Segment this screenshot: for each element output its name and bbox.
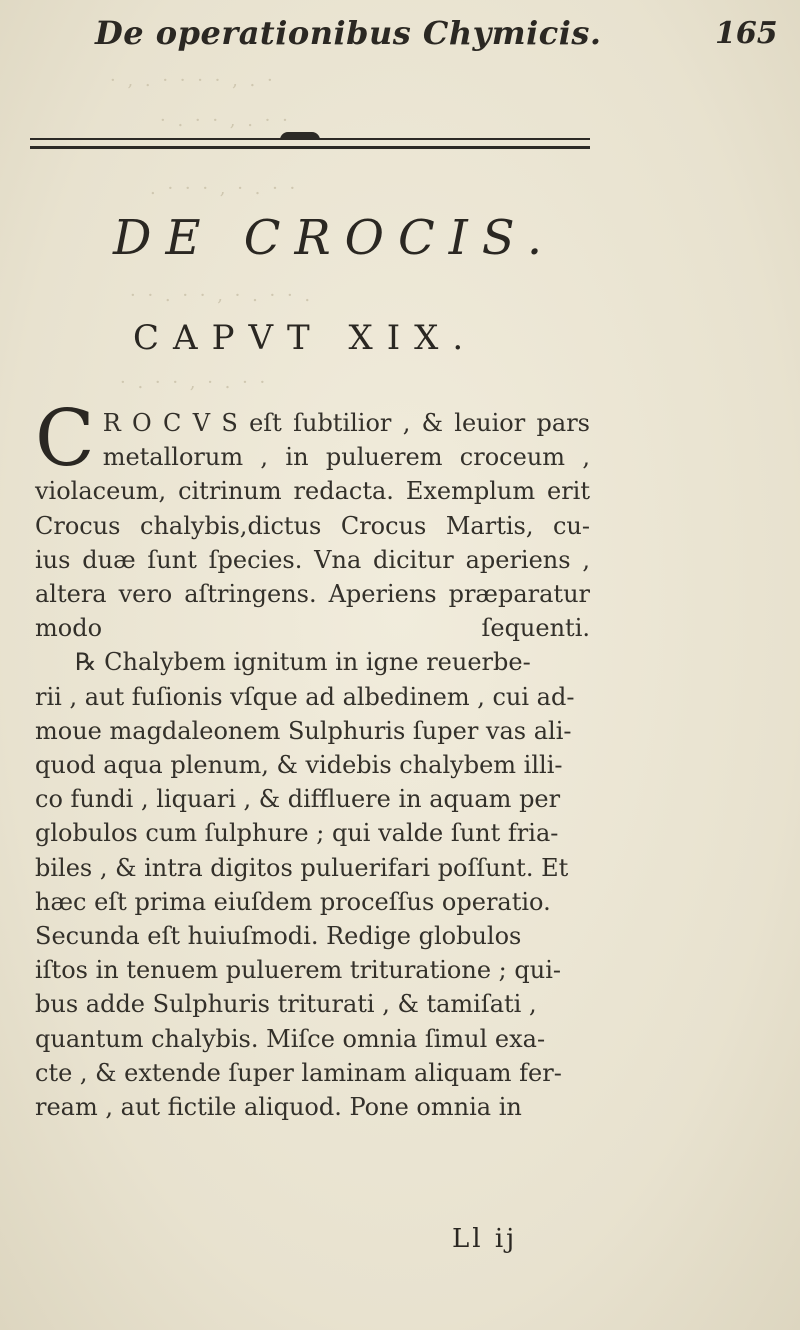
text-line: quantum chalybis. Miſce omnia ſimul exa- [35, 1024, 546, 1053]
text-line: Secunda eſt huiuſmodi. Redige globulos [35, 922, 522, 951]
text-line: metallorum , in puluerem croceum , [102, 443, 590, 472]
text-line: quod aqua plenum, & videbis chalybem illi- [35, 751, 563, 780]
text-line: iſtos in tenuem puluerem trituratione ; qui- [35, 956, 561, 985]
drop-cap: C [35, 394, 95, 484]
text-line: ream , aut fictile aliquod. Pone omnia in [35, 1093, 522, 1122]
text-line: co fundi , liquari , & diffluere in aquam per [35, 785, 561, 814]
bleed-through-text: · . · · , . · · [160, 110, 291, 131]
text-line: R O C V S eſt ſubtilior , & leuior pars [102, 409, 590, 437]
text-line: ℞ Chalybem ignitum in igne reuerbe- [75, 648, 531, 677]
paragraph-recipe [35, 645, 590, 1124]
bleed-through-text: · · . · · , · . · · . [130, 285, 314, 306]
text-line: globulos cum ſulphure ; qui valde ſunt fria- [35, 819, 559, 848]
signature-mark: Ll ij [452, 1224, 518, 1254]
text-line: biles , & intra digitos puluerifari poſſunt. Et [35, 853, 569, 882]
page-number: 165 [715, 16, 778, 51]
text-line: Crocus chalybis,dictus Crocus Martis, cu- [35, 511, 590, 540]
text-line: altera vero aſtringens. Aperiens præparatur [35, 580, 590, 609]
text-line: hæc eſt prima eiuſdem proceſſus operatio. [35, 887, 551, 916]
text-line: cte , & extende ſuper laminam aliquam fer- [35, 1058, 562, 1087]
text-line: moue magdaleonem Sulphuris ſuper vas ali- [35, 716, 572, 745]
paragraph-crocus [35, 394, 590, 645]
bleed-through-text: · , . · · · · , . · [110, 70, 276, 91]
bleed-through-text: . · · · , · . · · [150, 178, 299, 199]
text-line: modo ſequenti. [35, 614, 590, 643]
text-line: violaceum, citrinum redacta. Exemplum erit [35, 477, 590, 506]
running-head: De operationibus Chymicis. [95, 14, 602, 52]
section-title: DE CROCIS. [113, 210, 557, 266]
text-line: ius duæ ſunt ſpecies. Vna dicitur aperiens , [35, 545, 590, 574]
decorative-rule [30, 138, 590, 149]
text-line: rii , aut fuſionis vſque ad albedinem , cui ad- [35, 682, 575, 711]
body-text [35, 394, 590, 1124]
text-line: bus adde Sulphuris triturati , & tamiſati , [35, 990, 537, 1019]
bleed-through-text: · . · · , · . · · [120, 372, 269, 393]
chapter-heading: CAPVT XIX. [133, 318, 478, 358]
